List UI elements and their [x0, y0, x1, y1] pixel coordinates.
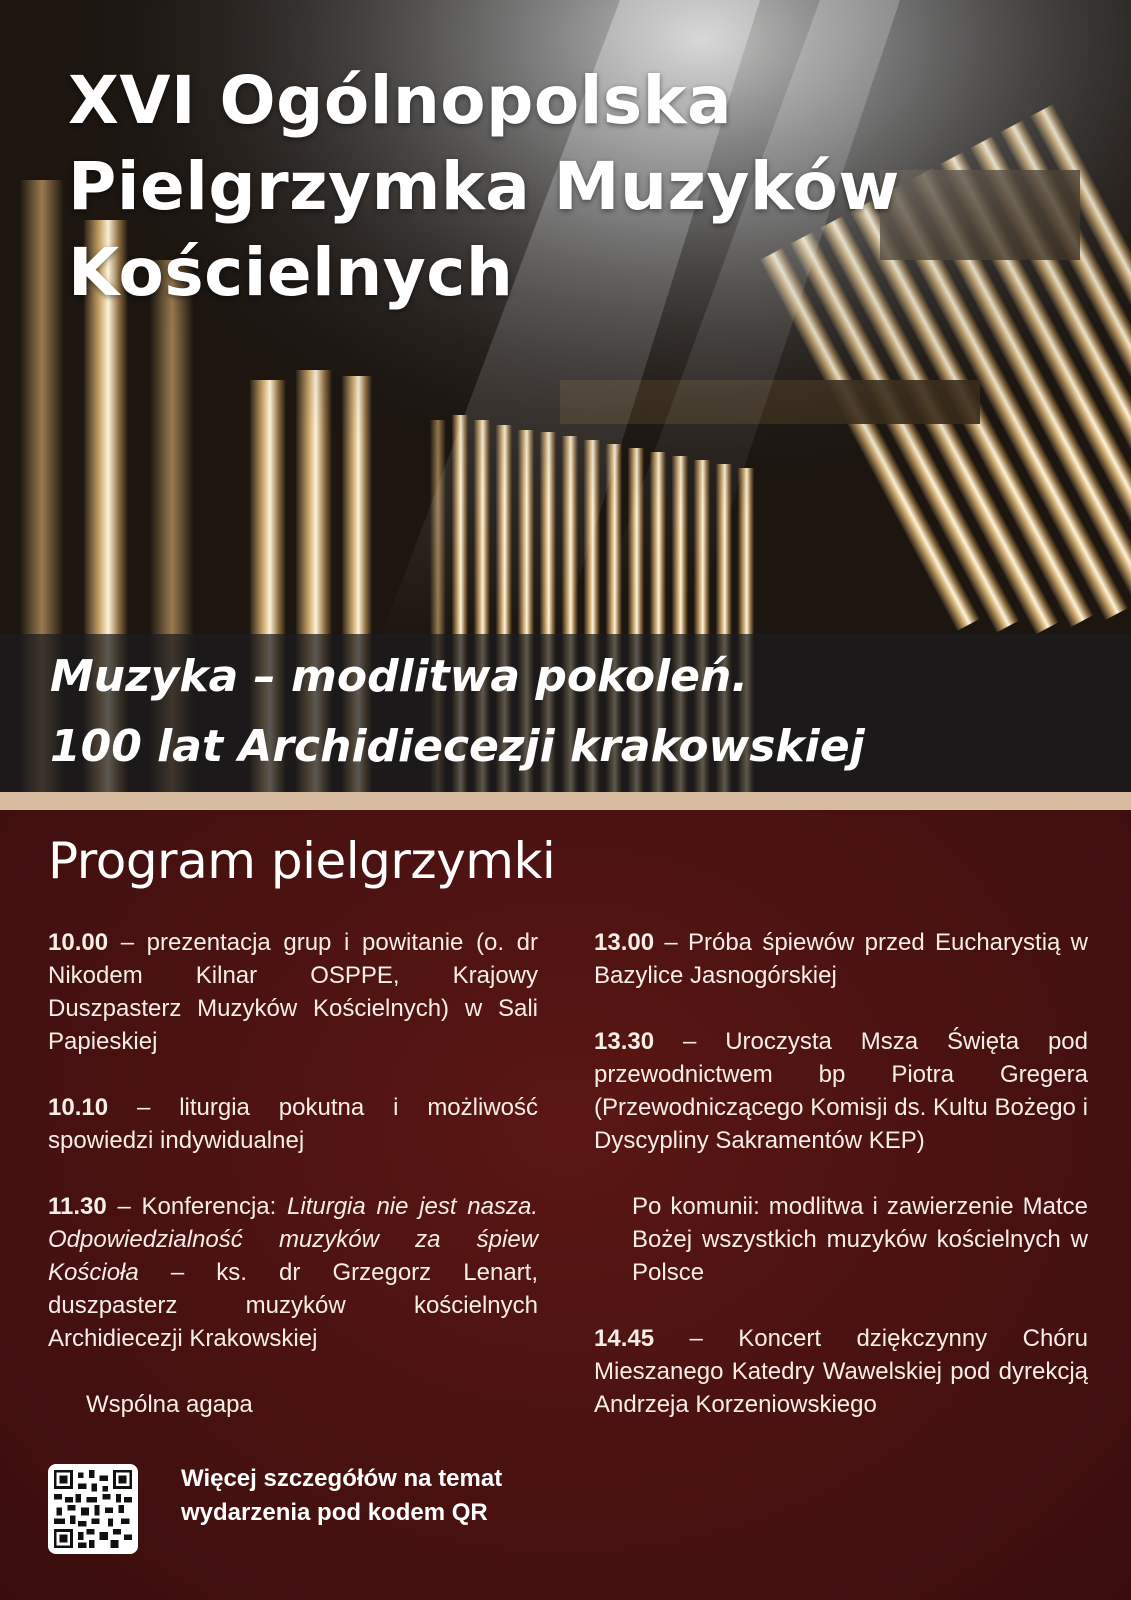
program-entry	[594, 1322, 1088, 1421]
divider	[0, 792, 1131, 810]
program-title: Program pielgrzymki	[48, 832, 556, 890]
conference-title: Liturgia nie jest nasza. Odpowiedzialność muzyków za śpiew Kościoła	[48, 1193, 538, 1286]
program-entry	[48, 1190, 538, 1355]
poster-title	[68, 58, 1068, 316]
entry-text: – Konferencja:	[106, 1193, 288, 1220]
qr-code-icon[interactable]	[48, 1464, 138, 1554]
subtitle-line-1: Muzyka – modlitwa pokoleń.	[50, 651, 749, 702]
program-entry	[594, 1025, 1088, 1157]
program-section	[0, 810, 1131, 1600]
entry-time: 13.00	[594, 929, 655, 956]
subtitle-line-2: 100 lat Archidiecezji krakowskiej	[50, 721, 865, 772]
entry-text: Wspólna agapa	[86, 1391, 253, 1418]
program-entry	[594, 926, 1088, 992]
entry-text: Po komunii: modlitwa i zawierzenie Matce Bożej wszystkich muzyków kościelnych w Polsce	[632, 1193, 1088, 1286]
program-entry	[48, 926, 538, 1058]
poster-subtitle	[50, 642, 1110, 782]
entry-text: – Próba śpiewów przed Eucharystią w Bazylice Jasnogórskiej	[594, 929, 1088, 989]
entry-text: – Uroczysta Msza Święta pod przewodnictwem bp Piotra Gregera (Przewodniczącego Komisji ds. Kultu Bożego i Dyscypliny Sakramentów KEP)	[594, 1028, 1088, 1154]
entry-time: 10.10	[48, 1094, 109, 1121]
program-entry	[48, 1091, 538, 1157]
title-line-2: Pielgrzymka Muzyków	[68, 148, 900, 225]
entry-time: 11.30	[48, 1193, 107, 1220]
entry-text: – Koncert dziękczynny Chóru Mieszanego Katedry Wawelskiej pod dyrekcją Andrzeja Korzeniowskiego	[594, 1325, 1088, 1418]
qr-caption	[181, 1462, 601, 1530]
program-entry	[48, 1388, 538, 1421]
program-left-column	[48, 926, 538, 1454]
title-line-1: XVI Ogólnopolska	[68, 62, 733, 139]
program-entry	[594, 1190, 1088, 1289]
entry-text: – ks. dr Grzegorz Lenart, duszpasterz muzyków kościelnych Archidiecezji Krakowskiej	[48, 1259, 538, 1352]
entry-time: 10.00	[48, 929, 109, 956]
entry-text: – liturgia pokutna i możliwość spowiedzi indywidualnej	[48, 1094, 538, 1154]
title-line-3: Kościelnych	[68, 234, 514, 311]
organ-photo	[0, 0, 1131, 792]
entry-text: – prezentacja grup i powitanie (o. dr Nikodem Kilnar OSPPE, Krajowy Duszpasterz Muzyków Kościelnych) w Sali Papieskiej	[48, 929, 538, 1055]
qr-caption-line-2: wydarzenia pod kodem QR	[181, 1499, 488, 1526]
entry-time: 13.30	[594, 1028, 655, 1055]
entry-time: 14.45	[594, 1325, 655, 1352]
qr-caption-line-1: Więcej szczegółów na temat	[181, 1465, 503, 1492]
program-right-column	[594, 926, 1088, 1454]
